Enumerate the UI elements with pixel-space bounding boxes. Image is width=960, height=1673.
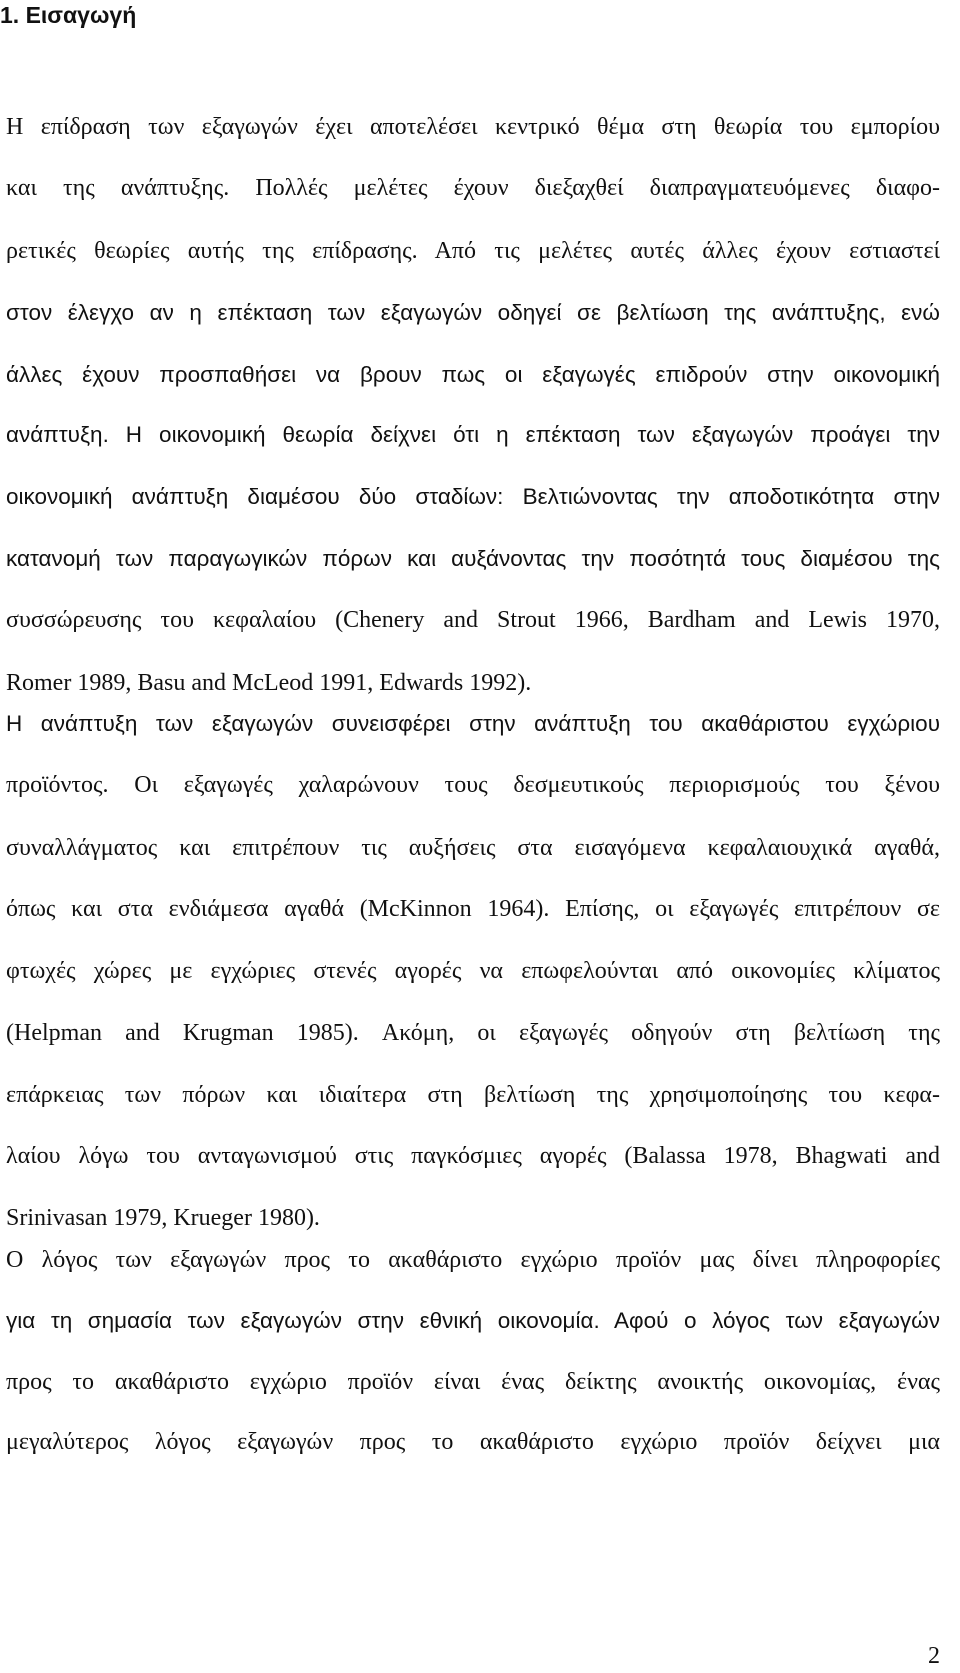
- text-line: κατανομή των παραγωγικών πόρων και αυξάνοντας την ποσότητά τους διαμέσου της: [6, 546, 940, 571]
- text-line: οικονομική ανάπτυξη διαμέσου δύο σταδίων: Βελτιώνοντας την αποδοτικότητα στην: [6, 484, 940, 509]
- text-line: στον έλεγχο αν η επέκταση των εξαγωγών οδηγεί σε βελτίωση της ανάπτυξης, ενώ: [6, 300, 940, 325]
- text-line: Η ανάπτυξη των εξαγωγών συνεισφέρει στην ανάπτυξη του ακαθάριστου εγχώριου: [6, 711, 940, 736]
- text-line: συσσώρευσης του κεφαλαίου (Chenery and Strout 1966, Bardham and Lewis 1970,: [6, 607, 940, 633]
- text-line: (Helpman and Krugman 1985). Ακόμη, οι εξαγωγές οδηγούν στη βελτίωση της: [6, 1020, 940, 1046]
- text-line: για τη σημασία των εξαγωγών στην εθνική οικονομία. Αφού ο λόγος των εξαγωγών: [6, 1308, 940, 1333]
- text-line: Η επίδραση των εξαγωγών έχει αποτελέσει κεντρικό θέμα στη θεωρία του εμπορίου: [6, 114, 940, 140]
- text-line: συναλλάγματος και επιτρέπουν τις αυξήσεις στα εισαγόμενα κεφαλαιουχικά αγαθά,: [6, 835, 940, 861]
- page-number: 2: [928, 1643, 940, 1669]
- text-line: και της ανάπτυξης. Πολλές μελέτες έχουν διεξαχθεί διαπραγματευόμενες διαφο-: [6, 175, 940, 201]
- text-line: Ο λόγος των εξαγωγών προς το ακαθάριστο εγχώριο προϊόν μας δίνει πληροφορίες: [6, 1247, 940, 1273]
- text-line: ανάπτυξη. Η οικονομική θεωρία δείχνει ότι η επέκταση των εξαγωγών προάγει την: [6, 422, 940, 447]
- text-line: προϊόντος. Οι εξαγωγές χαλαρώνουν τους δεσμευτικούς περιορισμούς του ξένου: [6, 772, 940, 798]
- section-heading: 1. Εισαγωγή: [0, 2, 137, 28]
- text-line: μεγαλύτερος λόγος εξαγωγών προς το ακαθάριστο εγχώριο προϊόν δείχνει μια: [6, 1429, 940, 1455]
- text-line: λαίου λόγω του ανταγωνισμού στις παγκόσμιες αγορές (Balassa 1978, Bhagwati and: [6, 1143, 940, 1169]
- text-line: Romer 1989, Basu and McLeod 1991, Edwards 1992).: [6, 670, 532, 696]
- text-line: Srinivasan 1979, Krueger 1980).: [6, 1205, 320, 1231]
- text-line: επάρκειας των πόρων και ιδιαίτερα στη βελτίωση της χρησιμοποίησης του κεφα-: [6, 1082, 940, 1108]
- text-line: ρετικές θεωρίες αυτής της επίδρασης. Από τις μελέτες αυτές άλλες έχουν εστιαστεί: [6, 238, 940, 264]
- text-line: όπως και στα ενδιάμεσα αγαθά (McKinnon 1964). Επίσης, οι εξαγωγές επιτρέπουν σε: [6, 896, 940, 922]
- text-line: προς το ακαθάριστο εγχώριο προϊόν είναι ένας δείκτης ανοικτής οικονομίας, ένας: [6, 1369, 940, 1395]
- text-line: φτωχές χώρες με εγχώριες στενές αγορές να επωφελούνται από οικονομίες κλίματος: [6, 958, 940, 984]
- text-line: άλλες έχουν προσπαθήσει να βρουν πως οι εξαγωγές επιδρούν στην οικονομική: [6, 362, 940, 387]
